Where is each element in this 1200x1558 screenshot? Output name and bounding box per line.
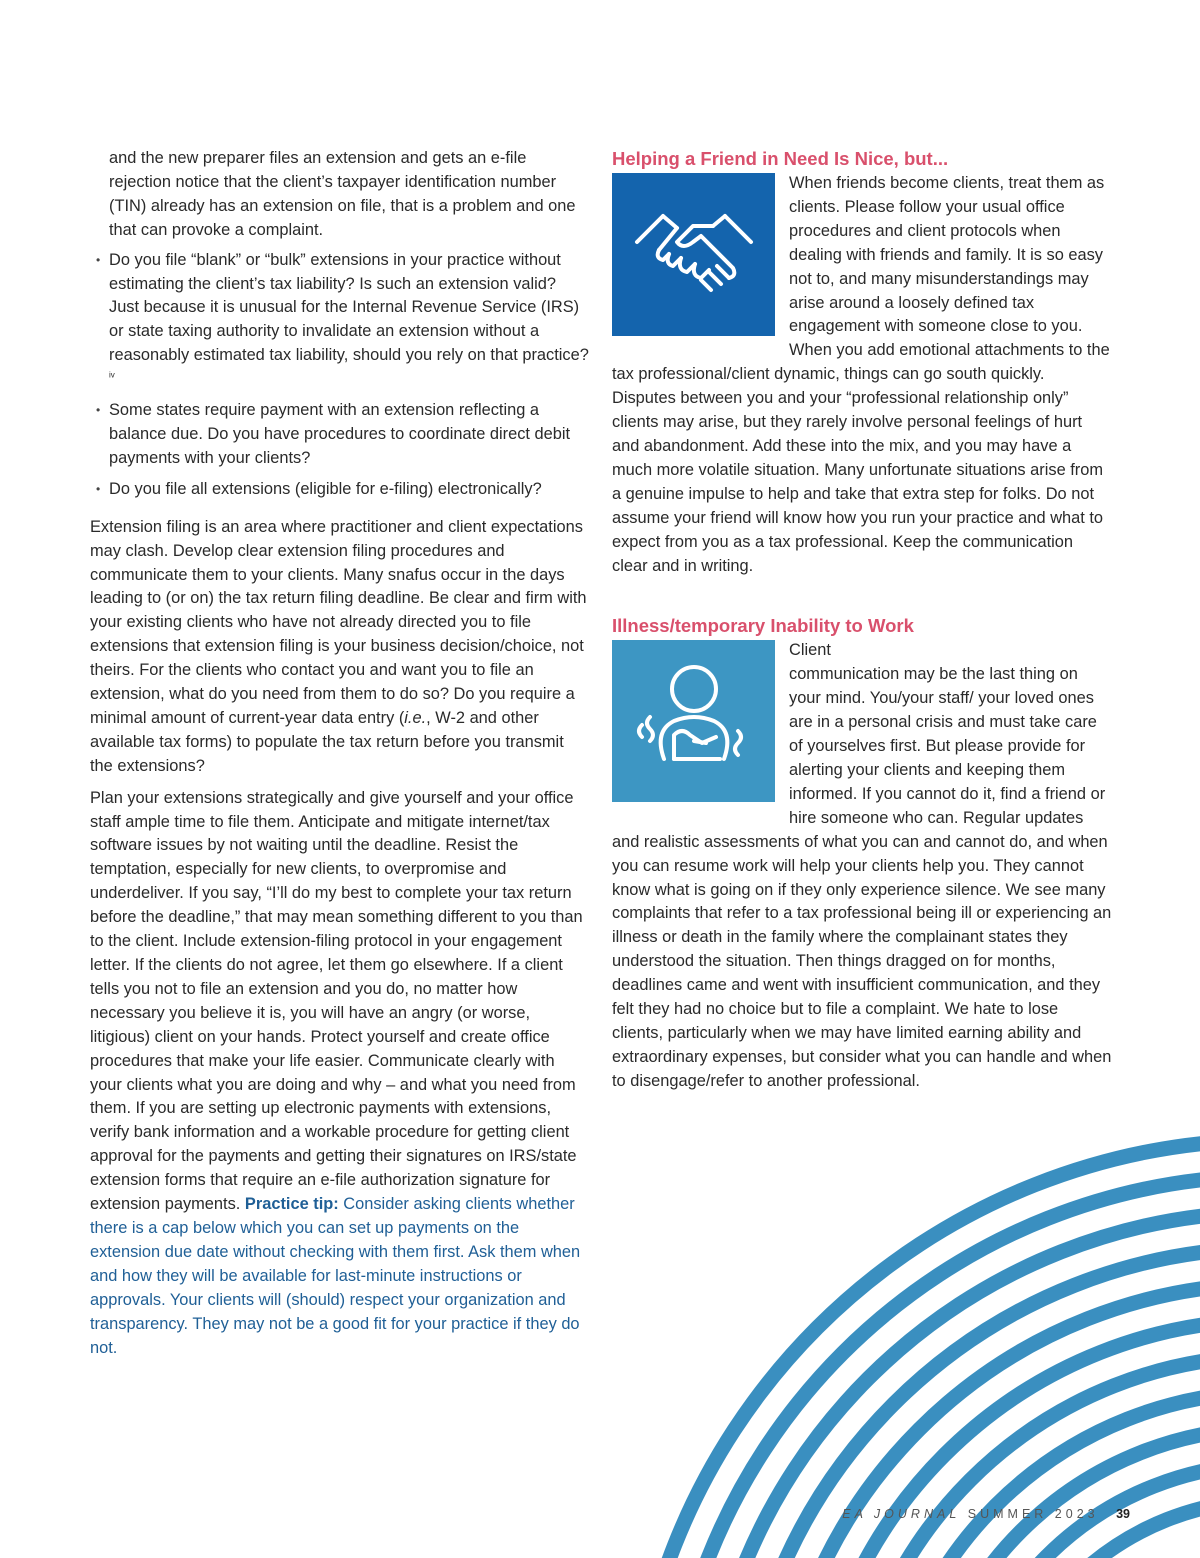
list-item: • Do you file all extensions (eligible for e-filing) electronically? — [90, 478, 590, 502]
left-column — [90, 147, 590, 1360]
journal-name: EA JOURNAL — [842, 1507, 961, 1521]
practice-tip-text: Consider asking clients whether there is a cap below which you can set up payments on the extension due date without checking with them first. Ask them when and how they will be available for last-minute instructions or approvals. Your clients will (should) respect your organization and transparency. They may not be a good fit for your practice if they do not. — [90, 1195, 581, 1357]
sick-person-icon — [612, 640, 775, 802]
section-body-illness: Client communication may be the last thing on your mind. You/your staff/ your loved ones are in a personal crisis and must take care of yourselves first. But please provide for alerting your clients and keeping them informed. If you cannot do it, find a friend or hire someone who can. Regular updates and realistic assessments of what you can and cannot do, and when you can resume work will help your clients help you. They cannot know what is going on if they only experience silence. We see many complaints that refer to a tax professional being ill or experiencing an illness or death in the family where the complainant states they understood the situation. Then things dragged on for months, deadlines came and went with insufficient communication, and they felt they had no choice but to file a complaint. We hate to lose clients, particularly when we may have limited earning ability and extraordinary expenses, but consider what you can handle and when to disengage/refer to another professional. — [612, 641, 1112, 1090]
handshake-icon — [612, 173, 775, 336]
list-item: • Do you file “blank” or “bulk” extensions in your practice without estimating the client’s tax liability? Is such an extension valid? Just because it is unusual for the Internal Revenue Service (IRS) or state taxing authority to invalidate an extension without a reasonably estimated tax liability, should you rely on that practice?$^{iv}$ — [90, 249, 590, 392]
section-heading-illness: Illness/temporary Inability to Work — [612, 615, 914, 637]
footnote-marker: iv — [109, 370, 115, 380]
section-body-friend: When friends become clients, treat them as clients. Please follow your usual office procedures and client protocols when dealing with friends and family. It is so easy not to, and many misunderstandings may arise around a loosely defined tax engagement with someone close to you. When you add emotional attachments to the tax professional/client dynamic, things can go south quickly. Disputes between you and your “professional relationship only” clients may arise, but they rarely involve personal feelings of hurt and abandonment. Add these into the mix, and you may have a much more volatile situation. Many unfortunate situations arise from a genuine impulse to help and take that extra step for folks. Do not assume your friend will know how you run your practice and what to expect from you as a tax professional. Keep the communication clear and in writing. — [612, 174, 1110, 575]
right-column — [612, 147, 1112, 1094]
practice-tip-label: Practice tip: — [244, 1195, 339, 1214]
layout-spacer — [874, 639, 1112, 663]
question-bullet-list — [90, 249, 590, 502]
intro-continuation: and the new preparer files an extension and gets an e-file rejection notice that the client’s taxpayer identification number (TIN) already has an extension on file, that is a problem and one that can provoke a complaint. — [109, 149, 576, 239]
page-number: 39 — [1116, 1507, 1130, 1521]
section-heading-friend: Helping a Friend in Need Is Nice, but... — [612, 148, 949, 169]
page-footer — [842, 1507, 1130, 1521]
issue-label: SUMMER 2023 — [967, 1507, 1099, 1521]
paragraph-plan-extensions: Plan your extensions strategically and give yourself and your office staff ample time to file them. Anticipate and mitigate internet/tax software issues by not waiting until the deadline. Resist the temptation, especially for new clients, to overpromise and underdeliver. If you say, “I’ll do my best to complete your tax return before the deadline,” that may mean something different to you than to the client. Include extension-filing protocol in your engagement letter. If the clients do not agree, let them go elsewhere. If a client tells you not to file an extension and you do, no matter how necessary you believe it is, you will have an angry (or worse, litigious) client on your hands. Protect yourself and create office procedures that make your life easier. Communicate clearly with your clients what you are doing and why – and what you need from them. If you are setting up electronic payments with extensions, verify bank information and a workable procedure for getting client approval for the payments and getting their signatures on IRS/state extension forms that require an e-file authorization signature for extension payments. Practice tip: Consider asking clients whether there is a cap below which you can set up payments on the extension due date without checking with them first. Ask them when and how they will be available for last-minute instructions or approvals. Your clients will (should) respect your organization and transparency. They may not be a good fit for your practice if they do not. — [90, 788, 583, 1357]
list-item: • Some states require payment with an extension reflecting a balance due. Do you have procedures to coordinate direct debit payments with your clients? — [90, 399, 590, 471]
paragraph-extension-filing: Extension filing is an area where practitioner and client expectations may clash. Develop clear extension filing procedures and communicate them to your clients. Many snafus occur in the days leading to (or on) the tax return filing deadline. Be clear and firm with your existing clients who have not already directed you to file extensions that extension filing is your business decision/choice, not theirs. For the clients who contact you and want you to file an extension, what do you need from them to do so? Do you require a minimal amount of current-year data entry (i.e., W-2 and other available tax forms) to populate the tax return before you transmit the extensions? — [90, 517, 587, 775]
